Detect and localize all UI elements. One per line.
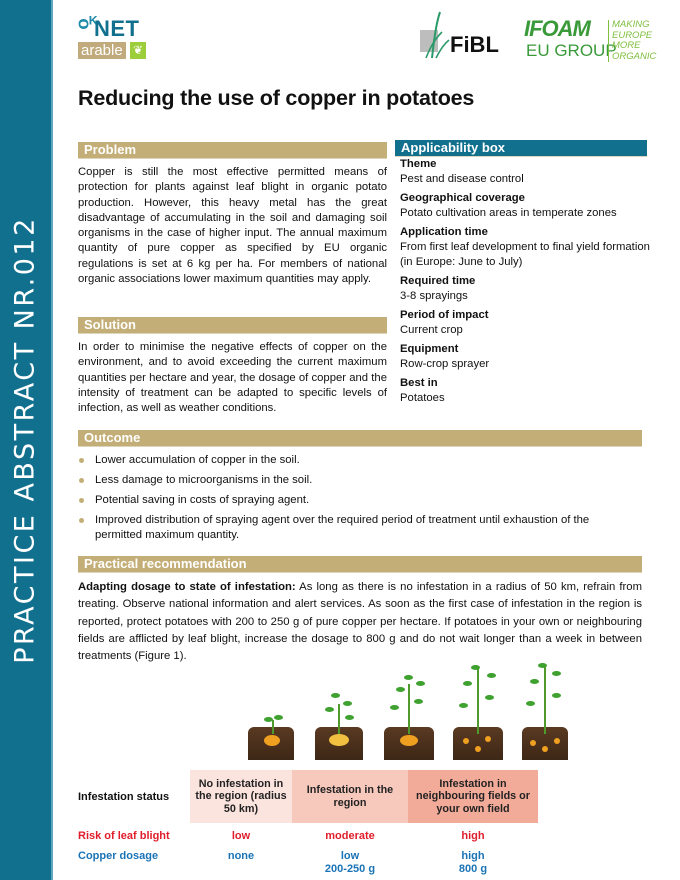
dose-low: low 200-250 g xyxy=(324,850,376,875)
plant-stage-3 xyxy=(384,672,434,760)
sidebar-band xyxy=(0,0,53,880)
outcome-heading: Outcome xyxy=(78,430,642,446)
dose-high: high 800 g xyxy=(458,850,488,875)
applicability-box xyxy=(400,157,650,406)
status-own-field: Infestation in neighbouring fields or your own field xyxy=(408,770,538,823)
infestation-status-label: Infestation status xyxy=(78,791,170,803)
solution-heading: Solution xyxy=(78,317,387,333)
theme-value: Pest and disease control xyxy=(400,173,524,185)
equipment-label: Equipment xyxy=(400,343,459,355)
recommendation-text: Adapting dosage to state of infestation: As long as there is no infestation in a radius of 50 km, refrain from treating. Observe national information and alert services. As soon as the first case of infestation in the region is reported, protect potatoes with 200 to 250 g of pure copper per hectare. If potatoes in your own or neighbouring fields are afflicted by leaf blight, increase the dosage to 800 g and do not wait longer than a week in between treatments (Figure 1). xyxy=(78,581,642,663)
coverage-value: Potato cultivation areas in temperate zones xyxy=(400,207,617,219)
plant-stage-2 xyxy=(315,685,363,760)
practice-abstract-number: PRACTICE ABSTRACT NR.012 xyxy=(9,216,41,664)
risk-moderate: moderate xyxy=(325,830,375,842)
plant-stage-5 xyxy=(522,660,568,760)
ifoam-eu-group-logo: IFOAM EU GROUP MAKING EUROPE MORE ORGANIC xyxy=(524,16,657,62)
best-in-label: Best in xyxy=(400,377,438,389)
bullet-icon xyxy=(79,458,84,463)
bullet-icon xyxy=(79,518,84,523)
fibl-logo: FiBL xyxy=(420,8,500,64)
coverage-label: Geographical coverage xyxy=(400,192,525,204)
problem-heading: Problem xyxy=(78,142,387,158)
bullet-icon xyxy=(79,498,84,503)
oknet-arable-logo: ᴑᴷ NET arable ❦ xyxy=(78,14,148,60)
list-item: Potential saving in costs of spraying agent. xyxy=(78,493,638,508)
status-region: Infestation in the region xyxy=(292,770,408,823)
dose-none: none xyxy=(227,850,255,862)
plant-stage-1 xyxy=(248,700,294,760)
recommendation-heading: Practical recommendation xyxy=(78,556,642,572)
period-of-impact-label: Period of impact xyxy=(400,309,489,321)
bullet-icon xyxy=(79,478,84,483)
fibl-mark-icon xyxy=(422,10,450,60)
required-time-label: Required time xyxy=(400,275,476,287)
period-of-impact-value: Current crop xyxy=(400,324,463,336)
problem-text: Copper is still the most effective permitted means of protection for plants against leaf blight in organic potato production. However, this heavy metal has the great disadvantage of accumulating in the soil and damaging soil organisms in the case of higher input. The annual maximum quantity of pure copper as specified by EU organic regulations is set at 6 kg per ha. For members of national organic associations lower maximum quantities may apply. xyxy=(78,166,387,286)
wheat-icon: ❦ xyxy=(130,42,146,59)
ok-figure-icon: ᴑᴷ xyxy=(78,13,98,33)
list-item: Less damage to microorganisms in the soil. xyxy=(78,473,638,488)
application-time-value: From first leaf development to final yield formation (in Europe: June to July) xyxy=(400,241,650,268)
required-time-value: 3-8 sprayings xyxy=(400,290,468,302)
page-title: Reducing the use of copper in potatoes xyxy=(78,86,475,110)
applicability-heading: Applicability box xyxy=(395,140,647,156)
ifoam-tagline: MAKING EUROPE MORE ORGANIC xyxy=(608,20,656,62)
plant-stage-4 xyxy=(453,660,503,760)
application-time-label: Application time xyxy=(400,226,488,238)
risk-low: low xyxy=(231,830,251,842)
potato-growth-illustration xyxy=(240,660,585,760)
dosage-label: Copper dosage xyxy=(78,850,159,862)
status-none: No infestation in the region (radius 50 km) xyxy=(190,770,292,823)
risk-label: Risk of leaf blight xyxy=(78,830,170,842)
list-item: Improved distribution of spraying agent over the required period of treatment until exhaustion of the permitted maximum quantity. xyxy=(78,513,625,543)
solution-text: In order to minimise the negative effects of copper on the environment, and to avoid exceeding the current maximum quantities per hectare and year, the dosage of copper and the intensity of treatment can be adapted to specific levels of infection, as well as weather conditions. xyxy=(78,341,387,415)
equipment-value: Row-crop sprayer xyxy=(400,358,490,370)
risk-high: high xyxy=(461,830,485,842)
theme-label: Theme xyxy=(400,158,437,170)
list-item: Lower accumulation of copper in the soil. xyxy=(78,453,638,468)
outcome-list xyxy=(78,453,638,548)
best-in-value: Potatoes xyxy=(400,392,445,404)
